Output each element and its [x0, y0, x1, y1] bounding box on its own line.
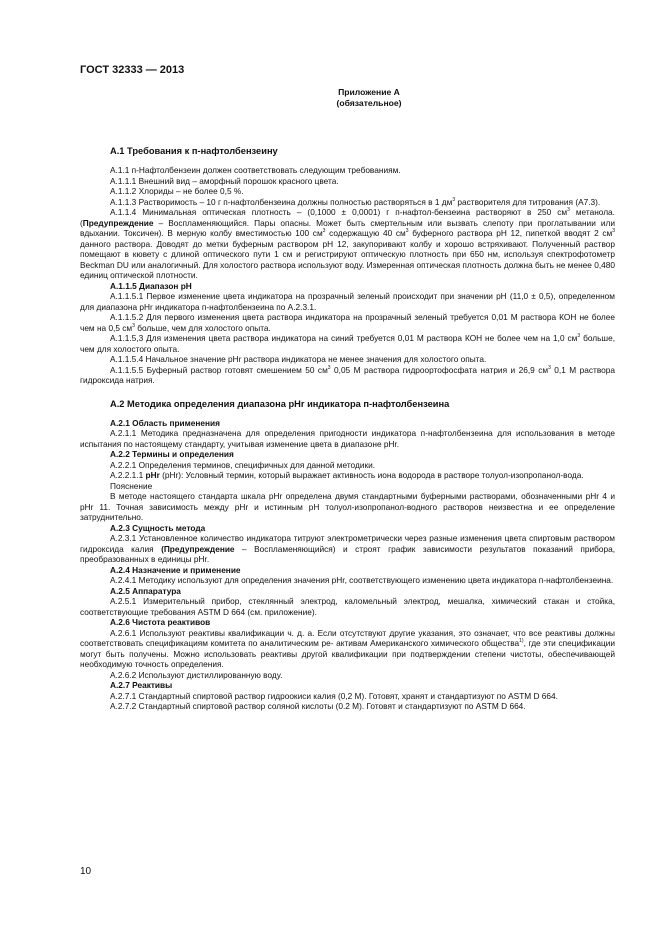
subheading-a2-2: А.2.2 Термины и определения — [110, 449, 234, 459]
paragraph-a1-1: А.1.1 п-Нафтолбензеин должен соответствовать следующим требованиям. — [110, 165, 401, 175]
subheading-a2-1: А.2.1 Область применения — [110, 417, 220, 428]
subheading-a2-5: А.2.5 Аппаратура — [110, 585, 181, 596]
paragraph-a2-1-1: А.2.1.1 Методика предназначена для определения пригодности индикатора п-нафтолбензеина для использования в методе испытания по настоящему стандарту, учитывая изменение цвета в диапазоне pHr. — [80, 428, 615, 449]
page-number: 10 — [80, 866, 92, 877]
paragraph-a1-1-1: А.1.1.1 Внешний вид – аморфный порошок красного цвета. — [110, 175, 339, 186]
paragraph-a2-7-1: А.2.7.1 Стандартный спиртовой раствор гидроокиси калия (0,2 М). Готовят, хранят и стандартизуют по ASTM D 664. — [110, 690, 558, 701]
paragraph-a1-1-5-4: А.1.1.5.4 Начальное значение pHr раствора индикатора не менее значения для холостого опыта. — [110, 354, 487, 364]
paragraph-a1-1-5-1: А.1.1.5.1 Первое изменение цвета индикатора на прозрачный зеленый происходит при значении pH (11,0 ± 0,5), определенном для диапазона pHr индикатора п-нафтолбензеина по А.2.3.1. — [80, 291, 615, 312]
paragraph-a2-7-2: А.2.7.2 Стандартный спиртовой раствор соляной кислоты (0.2 М). Готовят и стандартизуют по ASTM D 664. — [110, 701, 526, 711]
paragraph-a2-5-1: А.2.5.1 Измерительный прибор, стеклянный электрод, каломельный электрод, мешалка, химический стакан и стойка, соответствующие требования ASTM D 664 (см. приложение). — [80, 596, 615, 617]
subheading-a2-4: А.2.4 Назначение и применение — [110, 564, 241, 575]
paragraph-a2-6-2: А.2.6.2 Используют дистиллированную воду. — [110, 669, 283, 680]
note-label: Пояснение — [110, 480, 153, 491]
paragraph-a1-1-5-3: А.1.1.5,3 Для изменения цвета раствора индикатора на синий требуется 0,01 М раствора КОН не более чем на 1,0 $см^3$ больше, чем для холостого опыта. — [80, 333, 616, 354]
paragraph-a1-1-3: А.1.1.3 Растворимость – 10 г п-нафтолбензеина должны полностью растворяться в 1 $дм^3$ растворителя для титрования (А7.3). — [110, 196, 601, 207]
paragraph-a2-2-1-1: А.2.2.1.1 pHr (pHr): Условный термин, который выражает активность иона водорода в растворе толуол-изопропанол-вода. — [110, 470, 584, 480]
paragraph-a2-2-1: А.2.2.1 Определения терминов, специфичных для данной методики. — [110, 459, 376, 470]
paragraph-a1-1-2: А.1.1.2 Хлориды – не более 0,5 %. — [110, 186, 244, 196]
standard-number: ГОСТ 32333 — 2013 — [80, 64, 185, 76]
subheading-a2-3: А.2.3 Сущность метода — [110, 522, 206, 533]
section-a2-heading: А.2 Методика определения диапазона pHr индикатора п-нафтолбензеина — [110, 398, 450, 409]
section-a1-heading: А.1 Требования к п-нафтолбензеину — [110, 146, 278, 156]
paragraph-a1-1-5-2: А.1.1.5.2 Для первого изменения цвета раствора индикатора на прозрачный зеленый требуется 0,01 М раствора КОН не более чем на 0,5 $см^3$ больше, чем для холостого опыта. — [80, 312, 615, 333]
annex-header — [80, 87, 658, 109]
subheading-a2-7: А.2.7 Реактивы — [110, 680, 173, 690]
note-text: В методе настоящего стандарта шкала pHr определена двумя стандартными буферными растворами, обозначенными pHr 4 и pHr 11. Точная зависимость между pHr и истинным pH толуол-изопропанол-водного растворов неизвестна и ее определение затруднительно. — [80, 491, 615, 522]
paragraph-a2-3-1: А.2.3.1 Установленное количество индикатора титруют электрометрически через разные изменения цвета спиртовым раствором гидроксида калия (Предупреждение – Воспламеняющийся) и строят график зависимости результатов показаний прибора, преобразованных в единицы pHr. — [80, 533, 615, 564]
annex-title: Приложение А — [338, 87, 400, 97]
document-body — [80, 145, 615, 712]
paragraph-a1-1-4: А.1.1.4 Минимальная оптическая плотность – (0,1000 ± 0,0001) г п-нафтол-бензеина растворяют в 250 $см^3$ метанола. (Предупреждение – Воспламеняющийся. Пары опасны. Может быть смертельным или вызвать слепоту при проглатывании или вдыхании. Токсичен). В мерную колбу вместимостью 100 $см^3$ содержащую 40 $см^3$ буферного раствора pH 12, пипеткой вводят 2 $см^3$ данного раствора. Доводят до метки буферным раствором pH 12, закупоривают колбу и хорошо встряхивают. Полученный раствор помещают в кювету с длиной оптического пути 1 см и регистрируют оптическую плотность при 650 нм, используя спектрофотометр Beckman DU или аналогичный. Для холостого раствора используют воду. Измеренная оптическая плотность должна быть не менее 0,480 единиц оптической плотности. — [80, 207, 615, 280]
paragraph-a2-6-1: А.2.6.1 Используют реактивы квалификации ч. д. а. Если отсутствуют другие указания, это означает, что все реактивы должны соответствовать спецификациям комитета по аналитическим ре- активам Американского химического общества$^{1)}$, где эти спецификации могут быть получены. Можно использовать реактивы другой квалификации при подтверждении степени чистоты, обеспечивающей необходимую точность определения. — [80, 627, 615, 669]
paragraph-a2-4-1: А.2.4.1 Методику используют для определения значения pHr, соответствующего изменению цвета индикатора п-нафтолбензеина. — [110, 575, 614, 585]
subheading-a1-1-5: А.1.1.5 Диапазон pH — [110, 280, 192, 291]
subheading-a2-6: А.2.6 Чистота реактивов — [110, 617, 211, 627]
paragraph-a1-1-5-5: А.1.1.5.5 Буферный раствор готовят смешением 50 $см^3$ 0,05 М раствора гидроортофосфата натрия и 26,9 $см^3$ 0,1 М раствора гидроксида натрия. — [80, 364, 615, 385]
annex-status: (обязательное) — [336, 98, 402, 108]
